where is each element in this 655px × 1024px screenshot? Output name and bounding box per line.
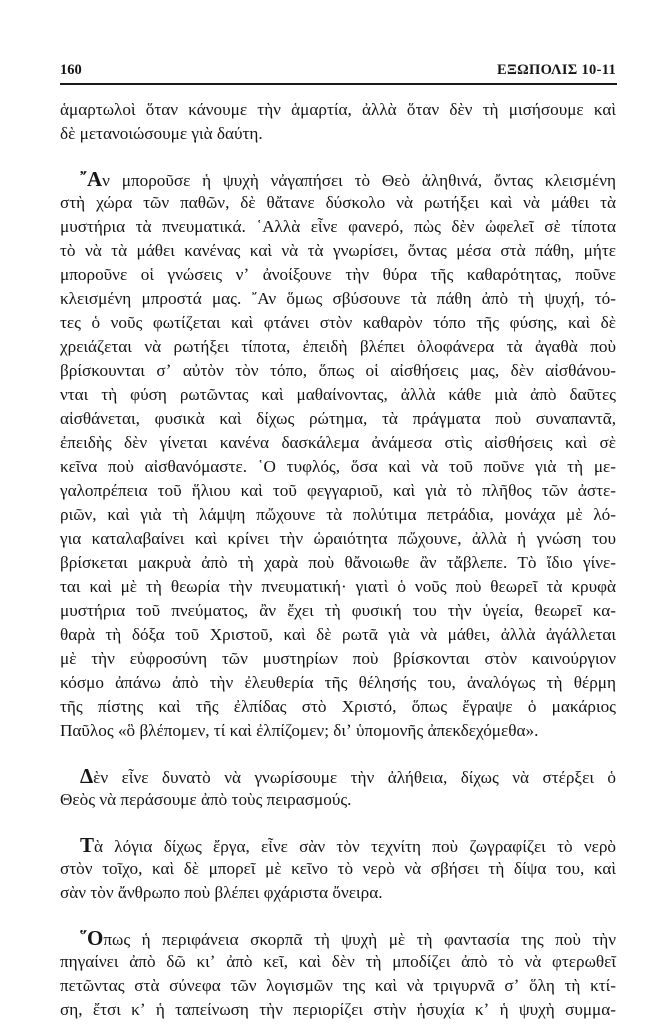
line-text: μυστήρια τοῦ πνεύματος, ἂν ἔχει τὴ φυσική του τὴν ὑγεία, θεωρεῖ κα-: [60, 601, 616, 620]
text-line: [60, 881, 616, 905]
line-text: ὰ λόγια δίχως ἔργα, εἶνε σὰν τὸν τεχνίτη ποὺ ζωγραφίζει τὸ νερὸ: [94, 837, 616, 856]
text-line: [60, 479, 616, 503]
text-line: [60, 695, 616, 719]
line-text: τῆς πίστης καὶ τῆς ἐλπίδας στὸ Χριστό, ὅπως ἔγραψε ὁ μακάριος: [60, 697, 616, 716]
header-rule: [60, 83, 617, 85]
line-text: Θεὸς νὰ περάσουμε ἀπὸ τοὺς πειρασμούς.: [60, 790, 352, 809]
text-line: [60, 311, 616, 335]
text-line: [60, 407, 616, 431]
initial-letter: Τ: [80, 833, 95, 857]
text-line: [60, 263, 616, 287]
text-line: [60, 788, 616, 812]
text-line: [60, 167, 616, 191]
text-line: [60, 335, 616, 359]
text-line: [60, 950, 616, 974]
line-text: κεῖνα ποὺ αἰσθανόμαστε. ῾Ο τυφλός, ὅσα καὶ νὰ τοῦ ποῦνε γιὰ τὴ με-: [60, 457, 616, 476]
text-line: [60, 503, 616, 527]
text-line: [60, 239, 616, 263]
text-line: [60, 455, 616, 479]
running-title: ΕΞΩΠΟΛΙΣ 10-11: [497, 62, 616, 78]
text-line: [60, 383, 616, 407]
text-line: [60, 998, 616, 1022]
page-number: 160: [60, 62, 82, 78]
line-text: ὲν εἶνε δυνατὸ νὰ γνωρίσουμε τὴν ἀλήθεια, δίχως νὰ στέρξει ὁ: [93, 768, 616, 787]
text-line: [60, 926, 616, 950]
paragraph: [60, 764, 616, 812]
text-line: [60, 551, 616, 575]
text-line: [60, 575, 616, 599]
text-line: [60, 623, 616, 647]
text-line: [60, 122, 616, 146]
line-text: ριῶν, καὶ γιὰ τὴ λάμψη πὤχουνε τὰ πολύτιμα πετράδια, μονάχα μὲ λό-: [60, 505, 616, 524]
paragraph: [60, 167, 616, 743]
line-text: αἰσθάνεται, φυσικὰ καὶ δίχως ρώτημα, τὰ πράγματα ποὺ συναπαντᾶ,: [60, 409, 616, 428]
line-text: γαλοπρέπεια τοῦ ἥλιου καὶ τοῦ φεγγαριοῦ, καὶ γιὰ τὸ πλῆθος τῶν ἀστε-: [60, 481, 616, 500]
text-line: [60, 359, 616, 383]
line-text: βρίσκεται μακρυὰ ἀπὸ τὴ χαρὰ ποὺ θἄνοιωθε ἂν τἄβλεπε. Τὸ ἴδιο γίνε-: [60, 553, 616, 572]
text-line: [60, 215, 616, 239]
initial-letter: ῞Ο: [80, 926, 104, 950]
text-line: [60, 719, 616, 743]
line-text: πηγαίνει ἀπὸ δῶ κιʼ ἀπὸ κεῖ, καὶ δὲν τὴ μποδίζει ἀπὸ τὸ νὰ φτερωθεῖ: [60, 952, 616, 971]
line-text: χρειάζεται νὰ ρωτήξει τίποτα, ἐπειδὴ βλέπει ὁλοφάνερα τὰ ἀγαθὰ ποὺ: [60, 337, 616, 356]
text-line: [60, 857, 616, 881]
line-text: ἐπειδὴς δὲν γίνεται κανένα δασκάλεμα ἀνάμεσα στὶς αἰσθήσεις καὶ σὲ: [60, 433, 616, 452]
line-text: στὸν τοῖχο, καὶ δὲ μπορεῖ μὲ κεῖνο τὸ νερὸ νὰ σβήσει τὴ δίψα του, καὶ: [60, 859, 616, 878]
line-text: κλεισμένη μπροστά μας. ῎Αν ὅμως σβύσουνε τὰ πάθη ἀπὸ τὴ ψυχή, τό-: [60, 289, 616, 308]
text-line: [60, 431, 616, 455]
line-text: τες ὁ νοῦς φωτίζεται καὶ φτάνει στὸν καθαρὸν τόπο τῆς φύσης, καὶ δὲ: [60, 313, 616, 332]
line-text: πετῶντας στὰ σύνεφα τῶν λογισμῶν της καὶ νὰ τριγυρνᾶ σʼ ὅλη τὴ κτί-: [60, 976, 616, 995]
line-text: τὸ νὰ τὰ μάθει κανένας καὶ νὰ τὰ γνωρίσει, ὄντας μέσα στὰ πάθη, μήτε: [60, 241, 616, 260]
text-line: [60, 647, 616, 671]
line-text: Παῦλος «ὃ βλέπομεν, τί καὶ ἐλπίζομεν; διʼ ὑπομονῆς ἀπεκδεχόμεθα».: [60, 721, 539, 740]
text-line: [60, 671, 616, 695]
initial-letter: Δ: [80, 764, 94, 788]
paragraph: [60, 926, 616, 1022]
text-line: [60, 191, 616, 215]
line-text: σὰν τὸν ἄνθρωπο ποὺ βλέπει φχάριστα ὄνειρα.: [60, 883, 383, 902]
line-text: στὴ χώρα τῶν παθῶν, δὲ θἄτανε δύσκολο νὰ ρωτήξει καὶ νὰ μάθει τὰ: [60, 193, 616, 212]
line-text: μὲ τὴν εὐφροσύνη τῶν μυστηρίων ποὺ βρίσκονται στὸν καινούργιον: [60, 649, 616, 668]
line-text: μυστήρια τὰ πνευματικά. ῾Αλλὰ εἶνε φανερό, πὼς δὲν ὠφελεῖ σὲ τίποτα: [60, 217, 616, 236]
text-line: [60, 599, 616, 623]
paragraph-gap: [60, 812, 616, 833]
line-text: μποροῦνε οἱ γνώσεις νʼ ἀνοίξουνε τὴν θύρα τῆς καθαρότητας, ποῦνε: [60, 265, 616, 284]
paragraph: [60, 98, 616, 146]
text-line: [60, 833, 616, 857]
text-line: [60, 764, 616, 788]
line-text: θαρὰ τὴ δόξα τοῦ Χριστοῦ, καὶ δὲ ρωτᾶ γιὰ νὰ μάθει, ἀλλὰ ἀγάλλεται: [60, 625, 616, 644]
text-line: [60, 287, 616, 311]
text-line: [60, 98, 616, 122]
line-text: ἁμαρτωλοὶ ὅταν κάνουμε τὴν ἁμαρτία, ἀλλὰ ὅταν δὲν τὴ μισήσουμε καὶ: [60, 100, 616, 119]
line-text: κόσμο ἀπάνω ἀπὸ τὴν ἐλευθερία τῆς θέλησής του, ἀναλόγως τὴ θέρμη: [60, 673, 616, 692]
paragraph-gap: [60, 905, 616, 926]
paragraph-gap: [60, 743, 616, 764]
line-text: ν μποροῦσε ἡ ψυχὴ νἀγαπήσει τὸ Θεὸ ἀληθινά, ὄντας κλεισμένη: [102, 171, 616, 190]
line-text: δὲ μετανοιώσουμε γιὰ δαύτη.: [60, 124, 263, 143]
line-text: για καταλαβαίνει καὶ κρίνει τὴν ὡραιότητα πὤχουνε, ἀλλὰ ἡ γνώση του: [60, 529, 616, 548]
line-text: ση, ἔτσι κʼ ἡ ταπείνωση τὴν περιορίζει στὴν ἡσυχία κʼ ἡ ψυχὴ συμμα-: [60, 1000, 616, 1019]
line-text: νται τὴ φύση ρωτῶντας καὶ μαθαίνοντας, ἀλλὰ κάθε μιὰ ἀπὸ δαῦτες: [60, 385, 616, 404]
line-text: ται καὶ μὲ τὴ θεωρία τὴν πνευματική· γιατὶ ὁ νοῦς ποὺ θεωρεῖ τὰ κρυφὰ: [60, 577, 616, 596]
line-text: βρίσκουνται σʼ αὐτὸν τὸν τόπο, ὅπως οἱ αἰσθήσεις μας, δὲν αἰσθάνου-: [60, 361, 616, 380]
page-body: [60, 98, 616, 1022]
text-line: [60, 527, 616, 551]
page-header: [60, 62, 616, 82]
paragraph-gap: [60, 146, 616, 167]
paragraph: [60, 833, 616, 905]
line-text: πως ἡ περιφάνεια σκορπᾶ τὴ ψυχὴ μὲ τὴ φαντασία της ποὺ τὴν: [103, 930, 616, 949]
initial-letter: ῎Α: [80, 167, 103, 191]
text-line: [60, 974, 616, 998]
